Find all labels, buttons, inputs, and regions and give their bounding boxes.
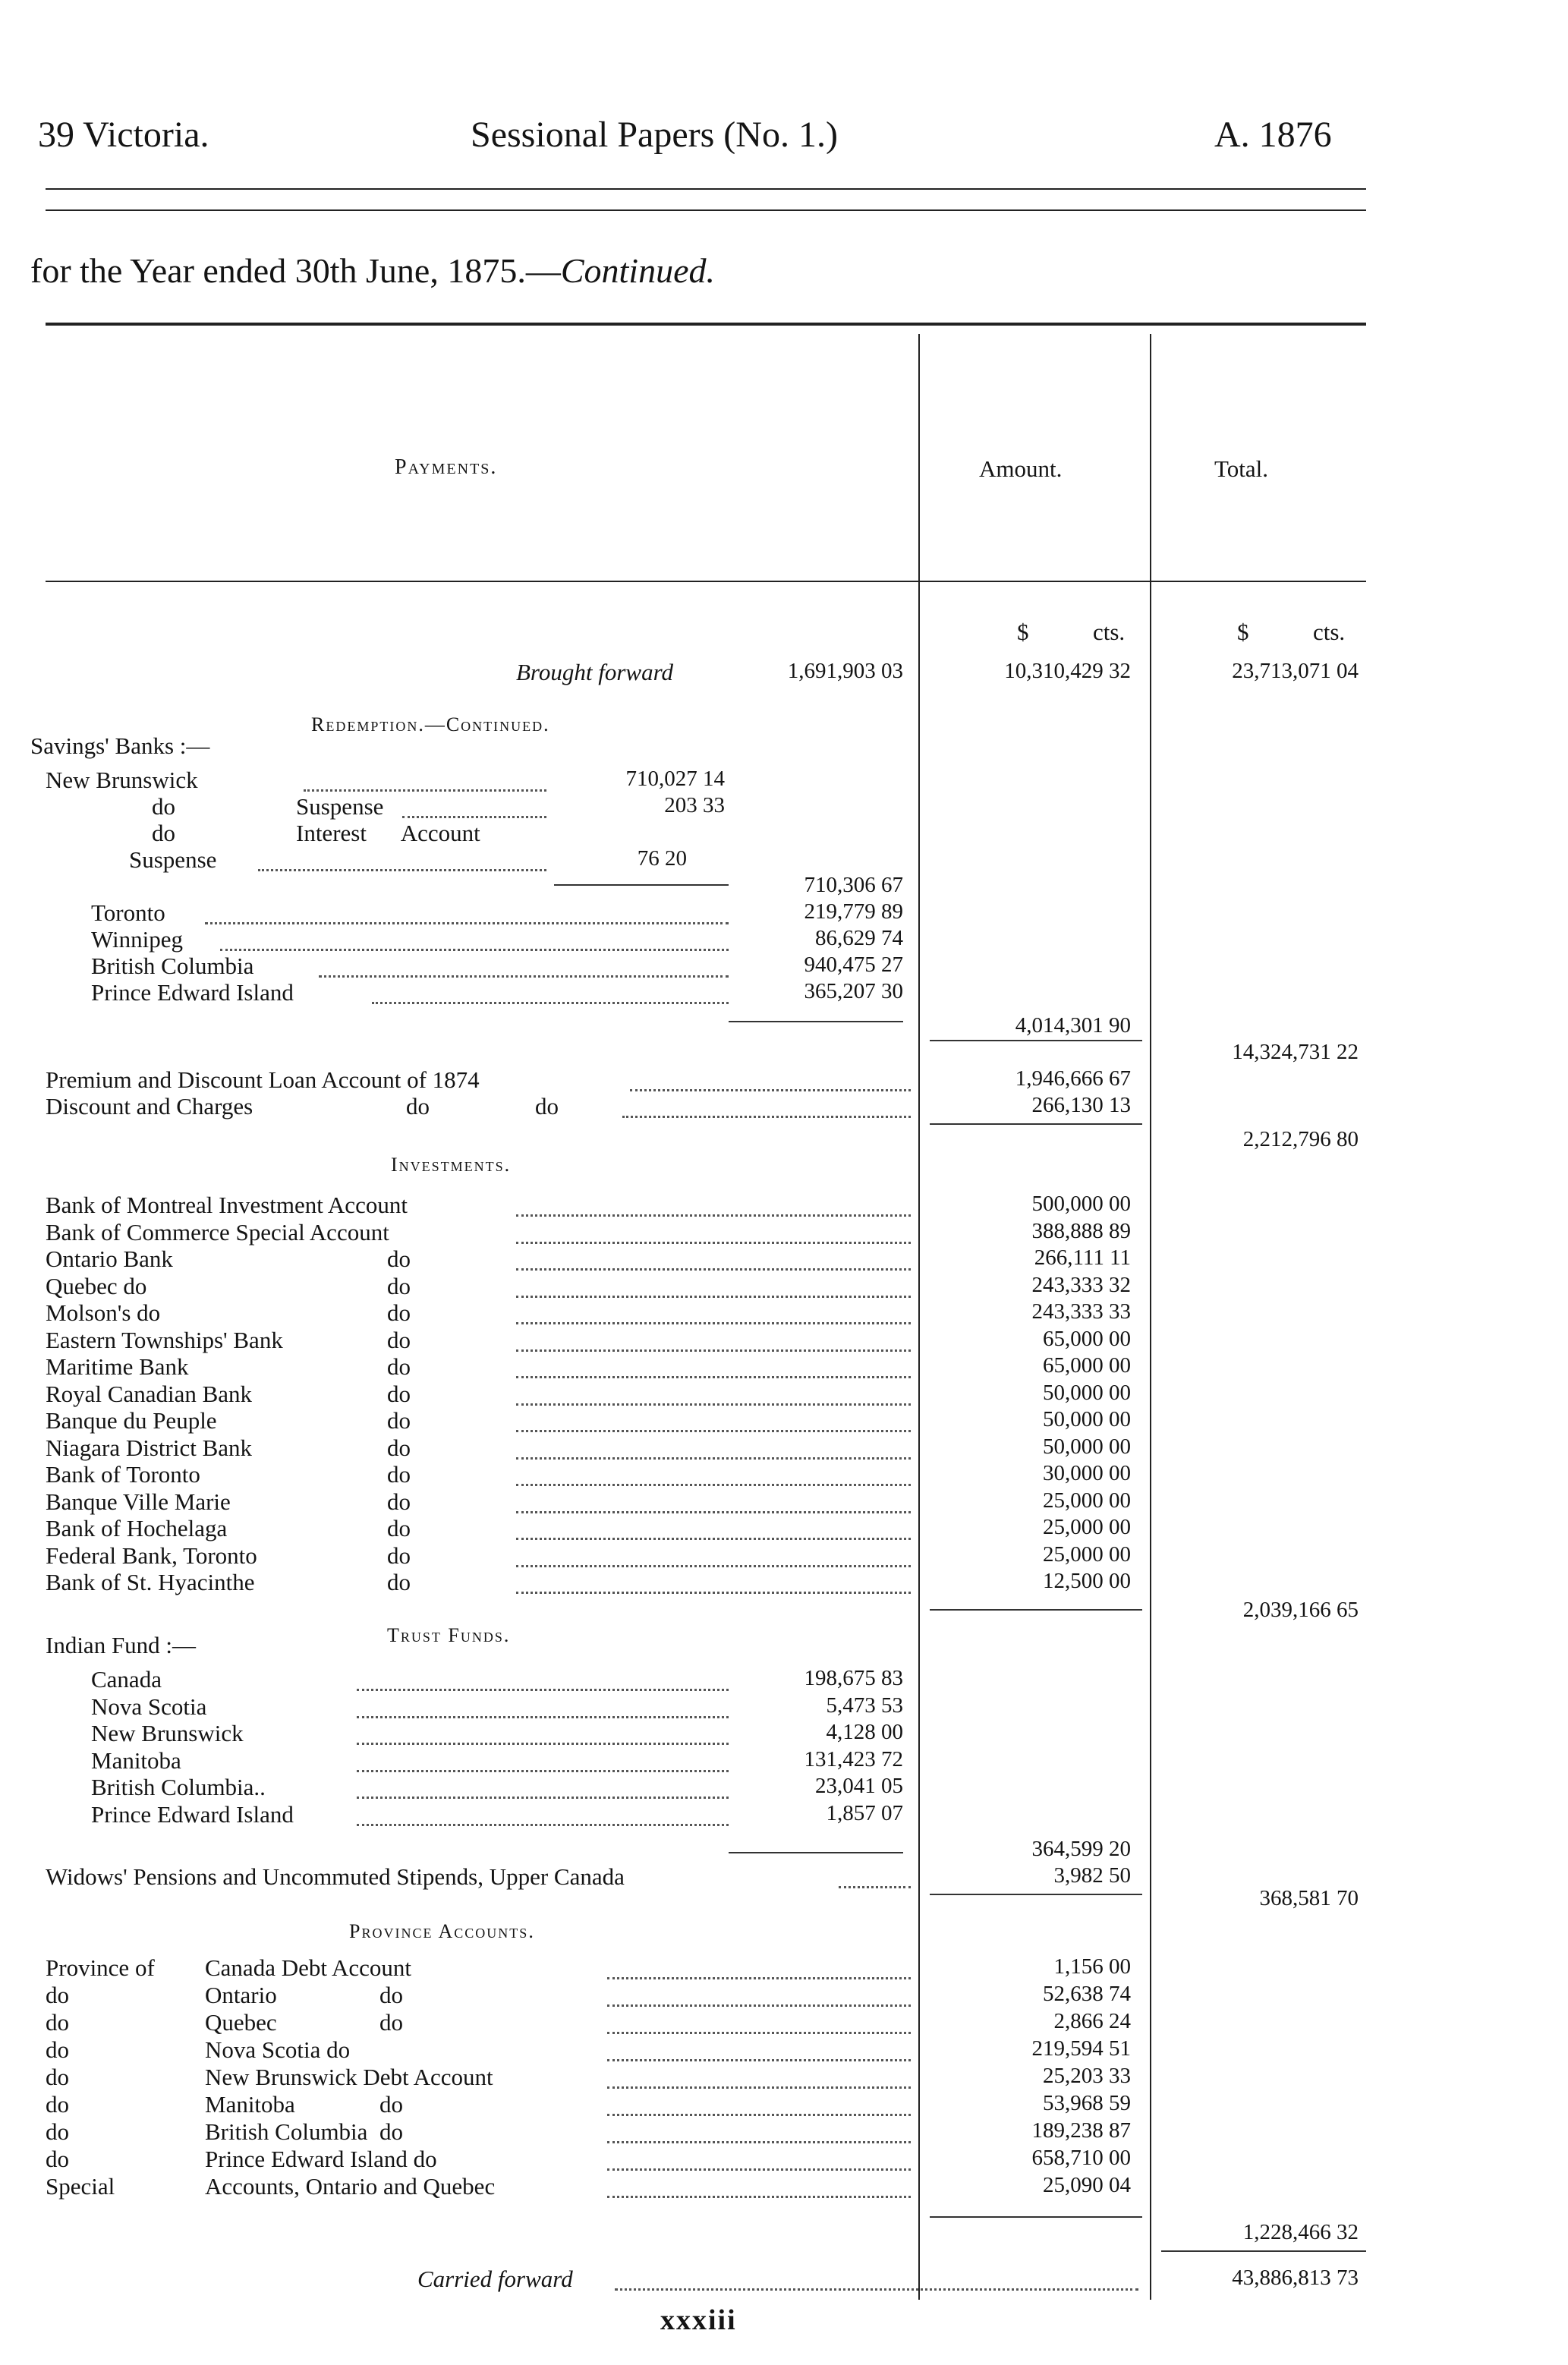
province-row-name: New Brunswick Debt Account — [205, 2064, 493, 2090]
widows-label: Widows' Pensions and Uncommuted Stipends, Upper Canada — [46, 1863, 625, 1890]
trust-row-leader — [357, 1824, 729, 1826]
investment-row-name: Bank of St. Hyacinthe — [46, 1569, 255, 1595]
nb-suspense-label: Suspense — [296, 793, 384, 820]
header-left: 39 Victoria. — [38, 115, 209, 155]
amount-dollar-sign: $ — [1017, 619, 1029, 645]
province-row-prefix: do — [46, 2146, 69, 2172]
payments-heading: Payments. — [395, 455, 498, 479]
province-row-name: Accounts, Ontario and Quebec — [205, 2173, 496, 2200]
total-heading: Total. — [1214, 455, 1269, 482]
winnipeg-label: Winnipeg — [91, 926, 184, 953]
investment-row-value: 243,333 32 — [1031, 1272, 1131, 1297]
discount-value: 266,130 13 — [1031, 1093, 1131, 1117]
investment-row-leader — [516, 1349, 911, 1352]
investment-row-leader — [516, 1403, 911, 1406]
investment-row-leader — [516, 1592, 911, 1594]
province-row-do: do — [379, 2009, 403, 2036]
investment-row-name: Bank of Toronto — [46, 1461, 200, 1488]
investment-row-value: 25,000 00 — [1043, 1515, 1131, 1539]
indian-fund-total: 364,599 20 — [1031, 1837, 1131, 1861]
trust-row-name: New Brunswick — [91, 1720, 244, 1746]
trust-row-leader — [357, 1689, 729, 1691]
brought-forward-col1: 1,691,903 03 — [787, 659, 903, 683]
province-heading: Province Accounts. — [349, 1920, 535, 1942]
premium-total: 2,212,796 80 — [1242, 1127, 1359, 1151]
premium-rule — [930, 1123, 1142, 1125]
province-row-leader — [607, 2114, 911, 2116]
province-row-prefix: do — [46, 2036, 69, 2063]
redemption-section-total: 14,324,731 22 — [1232, 1040, 1359, 1064]
indian-fund-label: Indian Fund :— — [46, 1632, 197, 1658]
province-row-leader — [607, 2004, 911, 2007]
province-row-name: Quebec — [205, 2009, 277, 2036]
province-row-prefix: do — [46, 2009, 69, 2036]
carried-forward-leader — [615, 2288, 1138, 2291]
province-row-value: 53,968 59 — [1043, 2091, 1131, 2115]
investment-row-leader — [516, 1565, 911, 1567]
premium-leader — [630, 1089, 911, 1091]
investment-row-name: Bank of Commerce Special Account — [46, 1218, 389, 1245]
header-rule-2 — [46, 209, 1366, 211]
premium-label: Premium and Discount Loan Account of 1874 — [46, 1066, 480, 1093]
investment-row-do: do — [387, 1461, 411, 1488]
investment-row-do: do — [387, 1407, 411, 1434]
investment-row-value: 50,000 00 — [1043, 1434, 1131, 1459]
investment-row-leader — [516, 1322, 911, 1324]
investments-rule — [930, 1609, 1142, 1611]
province-row-do: do — [379, 2118, 403, 2145]
discount-label: Discount and Charges — [46, 1093, 253, 1120]
savings-total-rule — [729, 1021, 903, 1022]
brought-forward-amount: 10,310,429 32 — [1004, 659, 1131, 683]
province-row-value: 52,638 74 — [1043, 1982, 1131, 2006]
province-row-value: 1,156 00 — [1053, 1954, 1131, 1979]
investment-row-name: Banque du Peuple — [46, 1407, 217, 1434]
amount-heading: Amount. — [979, 455, 1063, 482]
header-right: A. 1876 — [1214, 115, 1332, 155]
province-row-value: 658,710 00 — [1031, 2146, 1131, 2170]
investment-row-leader — [516, 1242, 911, 1244]
trust-subtotal-rule — [729, 1852, 903, 1853]
header-rule-1 — [46, 188, 1366, 190]
investment-row-value: 500,000 00 — [1031, 1192, 1131, 1216]
investment-row-value: 50,000 00 — [1043, 1407, 1131, 1431]
investment-row-name: Quebec do — [46, 1272, 147, 1299]
province-row-leader — [607, 2141, 911, 2143]
investment-row-leader — [516, 1430, 911, 1432]
trust-row-leader — [357, 1797, 729, 1799]
trust-row-value: 1,857 07 — [826, 1800, 903, 1825]
province-row-leader — [607, 1977, 911, 1979]
col-rule-1 — [918, 334, 920, 2300]
total-rule — [1161, 2250, 1366, 2252]
header-center: Sessional Papers (No. 1.) — [471, 115, 838, 155]
province-row-do: do — [379, 2091, 403, 2118]
nb-value: 710,027 14 — [625, 767, 725, 791]
province-row-leader — [607, 2168, 911, 2171]
subtitle — [30, 250, 715, 291]
trust-row-value: 131,423 72 — [804, 1746, 903, 1771]
province-row-value: 189,238 87 — [1031, 2118, 1131, 2143]
investment-row-value: 266,111 11 — [1034, 1245, 1131, 1270]
province-total: 1,228,466 32 — [1242, 2220, 1359, 2244]
col-rule-2 — [1150, 334, 1151, 2300]
investment-row-do: do — [387, 1353, 411, 1380]
province-row-name: Ontario — [205, 1982, 277, 2008]
province-row-prefix: do — [46, 2064, 69, 2090]
trust-rule — [930, 1894, 1142, 1895]
redemption-amount-rule — [930, 1040, 1142, 1041]
province-rule — [930, 2216, 1142, 2218]
province-row-name: Nova Scotia do — [205, 2036, 351, 2063]
trust-heading: Trust Funds. — [387, 1624, 511, 1646]
toronto-label: Toronto — [91, 899, 165, 926]
province-row-name: British Columbia — [205, 2118, 368, 2145]
carried-forward-total: 43,886,813 73 — [1232, 2266, 1359, 2290]
investment-row-name: Banque Ville Marie — [46, 1488, 231, 1515]
discount-leader — [622, 1116, 911, 1118]
trust-row-value: 23,041 05 — [815, 1774, 903, 1798]
province-row-value: 25,090 04 — [1043, 2173, 1131, 2197]
total-dollar-sign: $ — [1237, 619, 1249, 645]
nb-subtotal-rule — [554, 884, 729, 886]
trust-row-name: Nova Scotia — [91, 1693, 207, 1720]
winnipeg-leader — [220, 949, 729, 951]
nb-interest-do: do — [152, 820, 175, 846]
nb-suspense-do: do — [152, 793, 175, 820]
province-row-name: Manitoba — [205, 2091, 295, 2118]
province-row-prefix: Province of — [46, 1954, 155, 1981]
carried-forward-label: Carried forward — [417, 2266, 573, 2292]
bc-value: 940,475 27 — [804, 953, 903, 977]
nb-leader — [304, 789, 546, 792]
investment-row-do: do — [387, 1515, 411, 1542]
subtitle-plain: for the Year ended 30th June, 1875.— — [30, 251, 561, 290]
pei-value: 365,207 30 — [804, 979, 903, 1003]
pei-leader — [372, 1002, 729, 1004]
trust-total: 368,581 70 — [1259, 1886, 1359, 1910]
investment-row-leader — [516, 1511, 911, 1513]
investment-row-do: do — [387, 1569, 411, 1595]
investment-row-name: Bank of Montreal Investment Account — [46, 1192, 408, 1218]
investment-row-do: do — [387, 1326, 411, 1353]
nb-suspense-value: 203 33 — [664, 793, 725, 817]
trust-row-leader — [357, 1716, 729, 1718]
subtitle-italic: Continued. — [560, 251, 715, 290]
province-row-leader — [607, 2196, 911, 2198]
investment-row-name: Niagara District Bank — [46, 1434, 253, 1461]
province-row-name: Prince Edward Island do — [205, 2146, 437, 2172]
investment-row-name: Molson's do — [46, 1299, 161, 1326]
province-row-value: 25,203 33 — [1043, 2064, 1131, 2088]
trust-row-value: 4,128 00 — [826, 1720, 903, 1744]
investment-row-do: do — [387, 1380, 411, 1407]
discount-do-2: do — [535, 1093, 559, 1120]
pei-label: Prince Edward Island — [91, 979, 294, 1006]
investments-total: 2,039,166 65 — [1242, 1598, 1359, 1622]
investment-row-name: Eastern Townships' Bank — [46, 1326, 283, 1353]
investment-row-value: 25,000 00 — [1043, 1542, 1131, 1567]
province-row-leader — [607, 2059, 911, 2061]
trust-row-leader — [357, 1770, 729, 1772]
bc-leader — [319, 975, 729, 978]
investment-row-value: 30,000 00 — [1043, 1461, 1131, 1485]
investments-heading: Investments. — [391, 1154, 512, 1176]
widows-leader — [839, 1886, 911, 1888]
investment-row-name: Ontario Bank — [46, 1245, 173, 1272]
province-row-leader — [607, 2032, 911, 2034]
province-row-value: 219,594 51 — [1031, 2036, 1131, 2061]
page-number: xxxiii — [660, 2304, 737, 2336]
winnipeg-value: 86,629 74 — [815, 926, 903, 950]
investment-row-do: do — [387, 1542, 411, 1569]
column-header-rule — [46, 581, 1366, 582]
nb-interest-label: Interest Account — [296, 820, 480, 846]
investment-row-do: do — [387, 1299, 411, 1326]
toronto-leader — [205, 922, 729, 924]
province-row-leader — [607, 2086, 911, 2089]
investment-row-name: Bank of Hochelaga — [46, 1515, 228, 1542]
savings-banks-label: Savings' Banks :— — [30, 732, 210, 759]
bc-label: British Columbia — [91, 953, 254, 979]
investment-row-value: 65,000 00 — [1043, 1326, 1131, 1351]
investment-row-name: Federal Bank, Toronto — [46, 1542, 257, 1569]
investment-row-value: 12,500 00 — [1043, 1569, 1131, 1593]
province-row-prefix: Special — [46, 2173, 115, 2200]
investment-row-name: Royal Canadian Bank — [46, 1380, 253, 1407]
total-cts-label: cts. — [1313, 619, 1346, 645]
investment-row-leader — [516, 1268, 911, 1271]
discount-do-1: do — [406, 1093, 430, 1120]
investment-row-leader — [516, 1376, 911, 1378]
investment-row-leader — [516, 1296, 911, 1298]
brought-forward-total: 23,713,071 04 — [1232, 659, 1359, 683]
trust-row-name: Canada — [91, 1666, 162, 1693]
redemption-heading: Redemption.—Continued. — [311, 713, 550, 735]
toronto-value: 219,779 89 — [804, 899, 903, 924]
investment-row-value: 243,333 33 — [1031, 1299, 1131, 1324]
suspense-leader — [258, 869, 546, 871]
investment-row-value: 388,888 89 — [1031, 1218, 1131, 1243]
investment-row-leader — [516, 1214, 911, 1217]
province-row-do: do — [379, 1982, 403, 2008]
nb-label: New Brunswick — [46, 767, 198, 793]
trust-row-leader — [357, 1743, 729, 1745]
widows-value: 3,982 50 — [1053, 1863, 1131, 1888]
brought-forward-label: Brought forward — [516, 659, 673, 685]
investment-row-name: Maritime Bank — [46, 1353, 189, 1380]
province-row-prefix: do — [46, 2118, 69, 2145]
investment-row-leader — [516, 1538, 911, 1540]
suspense-label: Suspense — [129, 846, 217, 873]
investment-row-value: 65,000 00 — [1043, 1353, 1131, 1378]
investment-row-value: 50,000 00 — [1043, 1380, 1131, 1405]
province-row-prefix: do — [46, 2091, 69, 2118]
redemption-amount-total: 4,014,301 90 — [1015, 1013, 1131, 1038]
investment-row-leader — [516, 1457, 911, 1460]
trust-row-value: 5,473 53 — [826, 1693, 903, 1718]
investment-row-value: 25,000 00 — [1043, 1488, 1131, 1513]
trust-row-value: 198,675 83 — [804, 1666, 903, 1690]
premium-value: 1,946,666 67 — [1015, 1066, 1131, 1091]
province-row-value: 2,866 24 — [1053, 2009, 1131, 2033]
investment-row-do: do — [387, 1488, 411, 1515]
province-row-prefix: do — [46, 1982, 69, 2008]
investment-row-do: do — [387, 1272, 411, 1299]
amount-cts-label: cts. — [1093, 619, 1126, 645]
nb-subtotal-value: 710,306 67 — [804, 873, 903, 897]
trust-row-name: British Columbia.. — [91, 1774, 266, 1800]
province-row-name: Canada Debt Account — [205, 1954, 412, 1981]
trust-row-name: Manitoba — [91, 1746, 181, 1774]
subtitle-rule — [46, 323, 1366, 326]
investment-row-do: do — [387, 1434, 411, 1461]
investment-row-leader — [516, 1484, 911, 1486]
nb-suspense-leader — [402, 816, 546, 818]
suspense-value: 76 20 — [637, 846, 687, 871]
trust-row-name: Prince Edward Island — [91, 1800, 294, 1828]
investment-row-do: do — [387, 1245, 411, 1272]
